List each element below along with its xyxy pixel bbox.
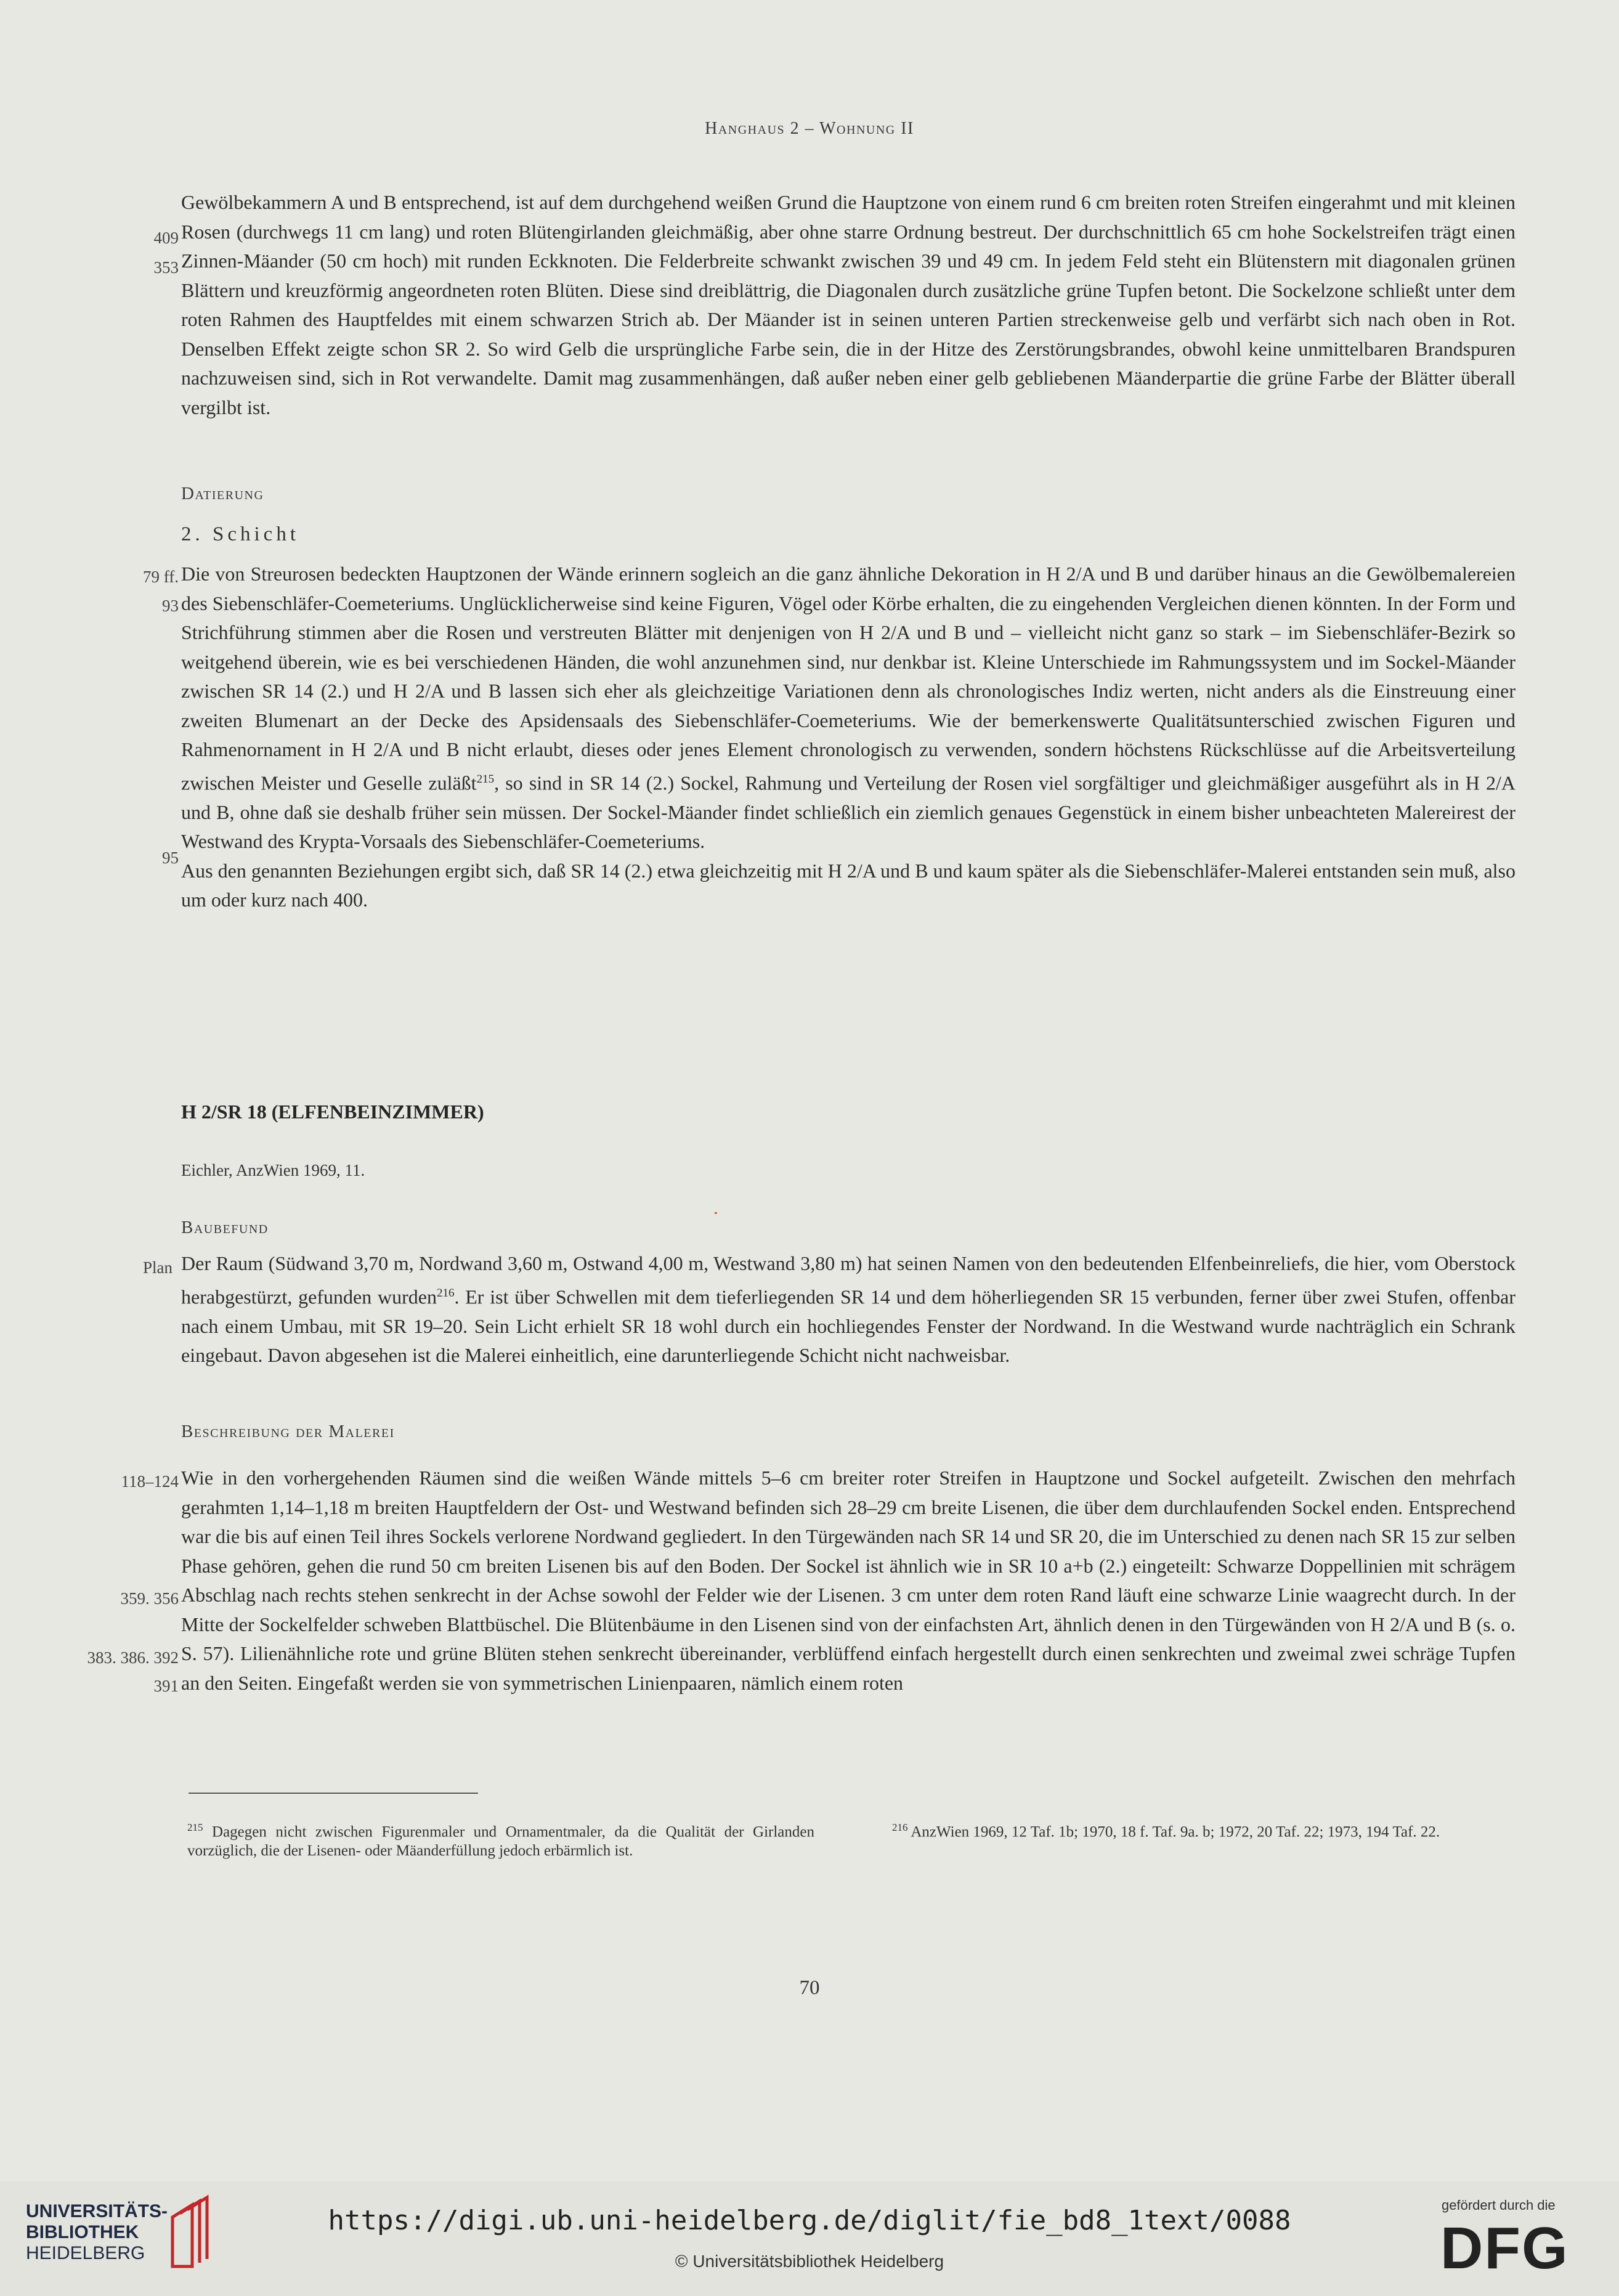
paragraph-4a: Der Raum (Südwand 3,70 m, Nordwand 3,60 m, Ostwand 4,00 m, Westwand 3,80 m) hat seinen Namen von den bedeutenden Elfenbeinreliefs, die hier, vom Oberstock herabgestürzt, gefunden wurden (181, 1252, 1516, 1308)
paragraph-2-text (181, 560, 1516, 857)
funding-note: gefördert durch die (1442, 2197, 1556, 2213)
margin-ref: 353 (153, 258, 179, 277)
paragraph-2b: , so sind in SR 14 (2.) Sockel, Rahmung und Verteilung der Rosen viel sorgfältiger und gleichmäßiger ausgeführt als in H 2/A und B, ohne daß sie deshalb früher sein müssen. Der Sockel-Mäander findet schließlich ein ziemlich genaues Gegenstück in einem bisher unbeachteten Malereirest der Westwand des Krypta-Vorsaals des Siebenschläfer-Coemeteriums. (181, 771, 1516, 853)
footnote-rule (189, 1793, 478, 1794)
footnote-text: AnzWien 1969, 12 Taf. 1b; 1970, 18 f. Taf. 9a. b; 1972, 20 Taf. 22; 1973, 194 Taf. 22. (911, 1823, 1440, 1841)
paragraph-1-text: Gewölbekammern A und B entsprechend, ist auf dem durchgehend weißen Grund die Hauptzone von einem rund 6 cm breiten roten Streifen eingerahmt und mit kleinen Rosen (durchwegs 11 cm lang) und roten Blütengirlanden gleichmäßig, aber ohne starre Ordnung bestreut. Der durchschnittlich 65 cm hohe Sockelstreifen trägt einen Zinnen-Mäander (50 cm hoch) mit runden Eckknoten. Die Felderbreite schwankt zwischen 39 und 49 cm. In jedem Feld steht ein Blütenstern mit diagonalen grünen Blättern und kreuzförmig angeordneten roten Blüten. Diese sind dreiblättrig, die Diagonalen durch zusätzliche grüne Tupfen betont. Die Sockelzone schließt unter dem roten Rahmen des Hauptfeldes mit einem schwarzen Strich ab. Der Mäander ist in seinen unteren Partien streckenweise gelb und verfärbt sich nach oben in Rot. Denselben Effekt zeigte schon SR 2. So wird Gelb die ursprüngliche Farbe sein, die in der Hitze des Zerstörungsbrandes, obwohl keine unmittelbaren Brandspuren nachzuweisen sind, sich in Rot verwandelte. Damit mag zusammenhängen, daß außer neben einer gelb gebliebenen Mäanderpartie die grüne Farbe der Blätter überall vergilbt ist. (181, 191, 1516, 418)
margin-ref: 79 ff. (143, 568, 179, 586)
paragraph-5-text: Wie in den vorhergehenden Räumen sind die weißen Wände mittels 5–6 cm breiter roter Streifen in Hauptzone und Sockel aufgeteilt. Zwischen den mehrfach gerahmten 1,14–1,18 m breiten Hauptfeldern der Ost- und Westwand befinden sich 28–29 cm breite Lisenen, die über dem durchlaufenden Sockel enden. Entsprechend war die bis auf einen Teil ihres Sockels verlorene Nordwand gegliedert. In den Türgewänden nach SR 14 und SR 20, die im Unterschied zu denen nach SR 15 zur selben Phase gehören, gehen die rund 50 cm breiten Lisenen bis auf den Boden. Der Sockel ist ähnlich wie in SR 10 a+b (2.) eingeteilt: Schwarze Doppellinien mit schrägem Abschlag nach rechts stehen senkrecht in der Achse sowohl der Felder wie der Lisenen. 3 cm unter dem roten Rand läuft eine schwarze Linie waagrecht durch. In der Mitte der Sockelfelder schweben Blattbüschel. Die Blütenbäume in den Lisenen sind von der einfachsten Art, ähnlich denen in den Türgewänden von H 2/A und B (s. o. S. 57). Lilienähnliche rote und grüne Blüten stehen senkrecht übereinander, verblüffend einfach hergestellt durch einen senkrechten und zweimal zwei schräge Tupfen an den Seiten. Eingefaßt werden sie von symmetrischen Linienpaaren, nämlich einem roten (181, 1467, 1516, 1694)
running-header: Hanghaus 2 – Wohnung II (705, 119, 914, 138)
margin-ref: 118–124 (121, 1472, 179, 1491)
margin-ref: 409 (153, 229, 179, 247)
red-mark (715, 1212, 717, 1214)
section-title: H 2/SR 18 (ELFENBEINZIMMER) (181, 1101, 484, 1123)
margin-ref: 93 (162, 596, 179, 615)
margin-ref: 391 (153, 1677, 179, 1695)
margin-ref: 95 (162, 849, 179, 867)
footnote-ref-216[interactable]: 216 (436, 1286, 455, 1300)
paragraph-3-text: Aus den genannten Beziehungen ergibt sich, daß SR 14 (2.) etwa gleichzeitig mit H 2/A und B und kaum später als die Siebenschläfer-Malerei entstanden sein muß, also um oder kurz nach 400. (181, 859, 1516, 911)
margin-ref: 359. 356 (120, 1589, 179, 1608)
section-heading-baubefund: Baubefund (181, 1218, 269, 1237)
page-number: 70 (799, 1977, 820, 1999)
paragraph-4 (181, 1249, 1516, 1370)
footnote-216 (892, 1818, 1520, 1841)
margin-ref: 383. 386. 392 (87, 1648, 179, 1667)
paragraph-2a: Die von Streurosen bedeckten Hauptzonen der Wände erinnern sogleich an die ganz ähnliche Dekoration in H 2/A und B und darüber hinaus an die Gewölbemalereien des Siebenschläfer-Coemeteriums. Unglücklicherweise sind keine Figuren, Vögel oder Körbe erhalten, die zu eingehenden Vergleichen dienen könnten. In der Form und Strichführung stimmen aber die Rosen und verstreuten Blätter mit denjenigen von H 2/A und B und – vielleicht nicht ganz so stark – im Siebenschläfer-Bezirk so weitgehend überein, wie es bei verschiedenen Händen, die wohl anzunehmen sind, nur denkbar ist. Kleine Unterschiede im Rahmungssystem und im Sockel-Mäander zwischen SR 14 (2.) und H 2/A und B lassen sich eher als gleichzeitige Variationen denn als chronologisches Indiz werten, nicht anders als die Einstreuung einer zweiten Blumenart an der Decke des Apsidensaals des Siebenschläfer-Coemeteriums. Wie der bemerkenswerte Qualitätsunterschied zwischen Figuren und Rahmenornament in H 2/A und B nicht erlaubt, dieses oder jenes Element chronologisch zu verwenden, sondern höchstens Rückschlüsse auf die Arbeitsverteilung zwischen Meister und Geselle zuläßt (181, 563, 1516, 794)
section-heading-datierung: Datierung (181, 484, 264, 503)
paragraph-4b: . Er ist über Schwellen mit dem tieferliegenden SR 14 und dem höherliegenden SR 15 verbunden, ferner über zwei Stufen, offenbar nach einem Umbau, mit SR 19–20. Sein Licht erhielt SR 18 wohl durch ein hochliegendes Fenster der Nordwand. In die Westwand wurde nachträglich ein Schrank eingebaut. Davon abgesehen ist die Malerei einheitlich, eine darunterliegende Schicht nicht nachweisbar. (181, 1285, 1516, 1367)
footnote-number: 216 (892, 1822, 908, 1833)
paragraph-1 (181, 188, 1516, 422)
footnote-text: Dagegen nicht zwischen Figurenmaler und Ornamentmaler, da die Qualität der Girlanden vorzüglich, die der Lisenen- oder Mäanderfüllung jedoch erbärmlich ist. (187, 1823, 815, 1860)
margin-ref: Plan (142, 1258, 172, 1277)
footer-bar (0, 2181, 1619, 2296)
bibliographic-reference: Eichler, AnzWien 1969, 11. (181, 1161, 365, 1179)
footnote-number: 215 (187, 1822, 203, 1833)
copyright-notice: © Universitätsbibliothek Heidelberg (675, 2252, 944, 2271)
section-heading-beschreibung: Beschreibung der Malerei (181, 1422, 395, 1441)
paragraph-2 (181, 560, 1516, 915)
footnote-ref-215[interactable]: 215 (476, 772, 495, 786)
ub-logo-line: BIBLIOTHEK (26, 2222, 139, 2242)
dfg-logo[interactable]: DFG (1440, 2215, 1569, 2281)
ub-logo-line: UNIVERSITÄTS- (26, 2201, 168, 2221)
subsection-heading-schicht: 2. Schicht (181, 523, 299, 545)
permalink-url[interactable]: https://digi.ub.uni-heidelberg.de/diglit/fie_bd8_1text/0088 (328, 2205, 1291, 2236)
paragraph-5 (181, 1463, 1516, 1698)
footnote-215 (187, 1818, 814, 1860)
paragraph-4-text (181, 1249, 1516, 1370)
ub-logo-line: HEIDELBERG (26, 2243, 145, 2263)
